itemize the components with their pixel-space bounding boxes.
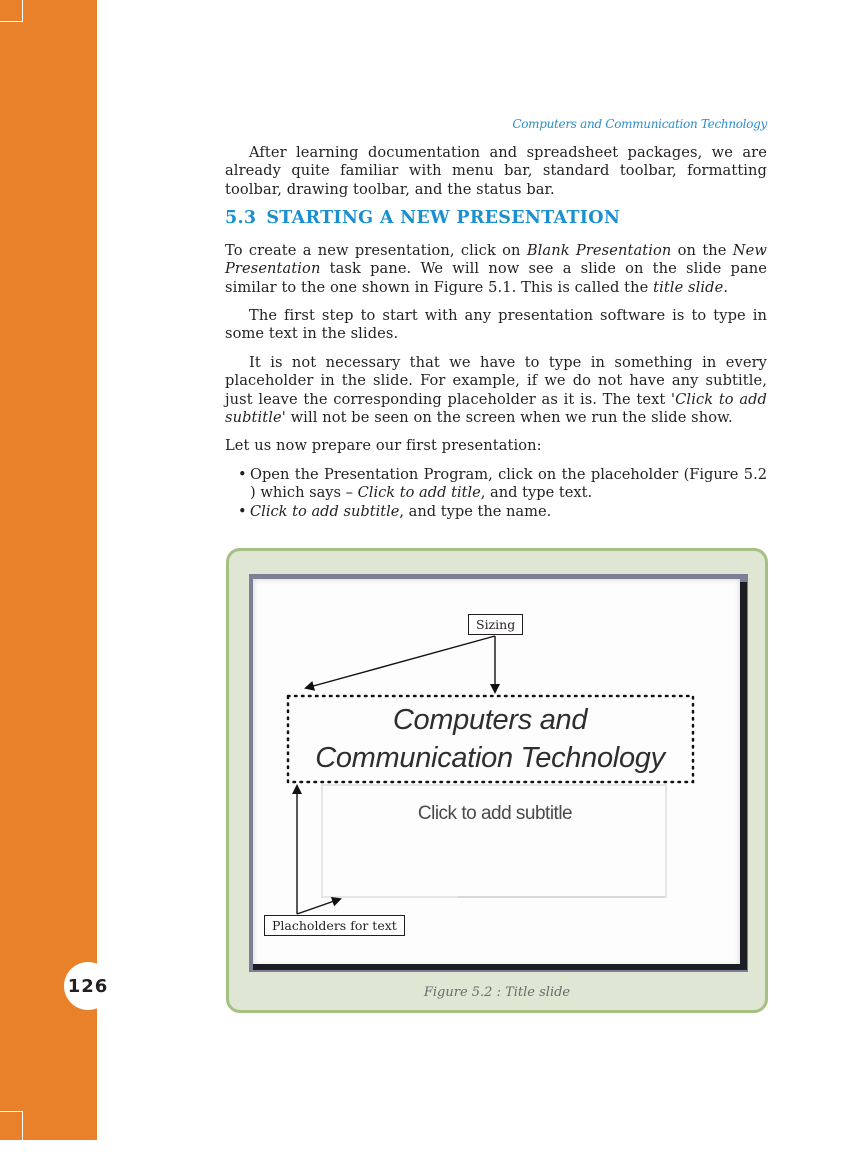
paragraph-lead-in: Let us now prepare our first presentation:	[225, 437, 542, 454]
text-run: It is not necessary that we have to type in something in every placeholder in the slide. For example, if we do not have any subtitle, just leave the corresponding placeholder as it is. The text '	[225, 354, 767, 408]
slide-title-line: Computers and	[392, 704, 588, 736]
callout-sizing: Sizing	[468, 614, 523, 635]
subtitle-placeholder-box	[322, 785, 666, 897]
emphasis-new-presentation: New Presentation	[225, 242, 767, 278]
slide-title	[287, 701, 693, 777]
text-run: on the	[671, 242, 733, 259]
bullet-icon: •	[238, 466, 247, 483]
emphasis-click-to-add-subtitle: Click to add subtitle	[225, 390, 767, 426]
emphasis-click-to-add-subtitle: Click to add subtitle	[250, 502, 400, 520]
bullet-icon: •	[238, 502, 247, 520]
section-number: 5.3	[225, 208, 257, 228]
callout-placeholders: Placholders for text	[264, 915, 405, 936]
text-run: To create a new presentation, click on	[225, 242, 527, 259]
text-run: , and type the name.	[399, 502, 552, 520]
emphasis-title-slide: title slide	[653, 278, 724, 296]
page-number: 126	[64, 962, 112, 1010]
placeholder-arrow-right	[297, 899, 340, 914]
paragraph-first-step: The first step to start with any presentation software is to type in some text in the slides.	[225, 307, 767, 343]
running-head: Computers and Communication Technology	[512, 117, 767, 131]
emphasis-blank-presentation: Blank Presentation	[526, 242, 672, 259]
text-run: .	[723, 278, 729, 296]
figure-caption: Figure 5.2 : Title slide	[423, 985, 571, 1000]
text-run: Open the Presentation Program, click on the placeholder (Figure 5.2 ) which says –	[250, 466, 767, 502]
text-run: task pane. We will now see a slide on the slide pane similar to the one shown in Figure 5.1. This is called the	[225, 260, 767, 296]
emphasis-click-to-add-title: Click to add title	[357, 484, 481, 502]
slide-title-line: Communication Technology	[315, 742, 665, 774]
sizing-arrow-left	[306, 636, 495, 688]
text-run: ' will not be seen on the screen when we run the slide show.	[281, 408, 733, 426]
slide-subtitle: Click to add subtitle	[417, 803, 573, 824]
section-title: STARTING A NEW PRESENTATION	[266, 208, 621, 228]
text-run: , and type text.	[480, 484, 593, 502]
intro-paragraph: After learning documentation and spreadsheet packages, we are already quite familiar with menu bar, standard toolbar, formatting toolbar, drawing toolbar, and the status bar.	[225, 144, 767, 198]
